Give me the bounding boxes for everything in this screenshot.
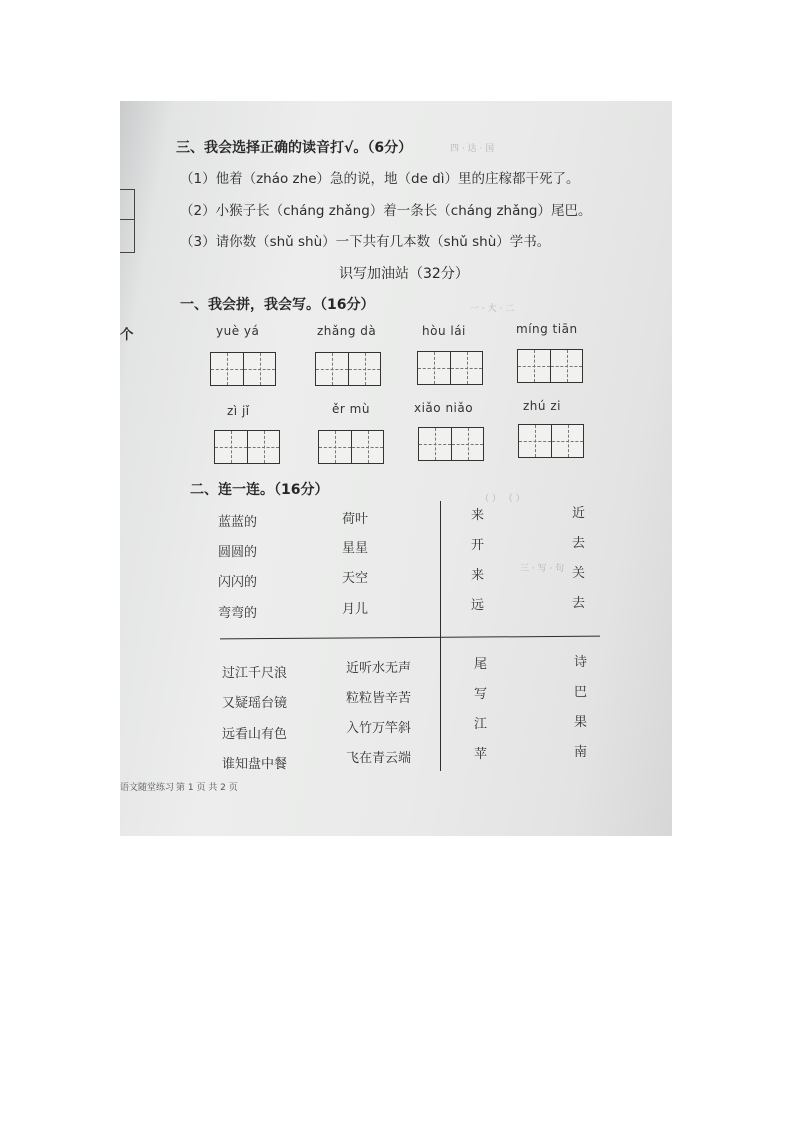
match-char[interactable]: 巴 xyxy=(574,685,588,700)
match-char[interactable]: 苹 xyxy=(474,747,488,762)
match-word[interactable]: 圆圆的 xyxy=(218,545,258,560)
match-word[interactable]: 天空 xyxy=(342,571,369,586)
exam-photo xyxy=(120,101,672,836)
pinyin-label: zhǎng dà xyxy=(317,324,377,338)
left-edge-divider xyxy=(120,219,134,220)
pinyin-label: xiǎo niǎo xyxy=(414,401,474,415)
matching-horizontal-divider xyxy=(220,636,600,640)
match-char[interactable]: 尾 xyxy=(474,657,488,672)
writing-grid[interactable] xyxy=(318,430,384,464)
match-poem-line[interactable]: 谁知盘中餐 xyxy=(222,757,288,772)
match-char[interactable]: 远 xyxy=(471,598,485,613)
left-edge-text: 个 xyxy=(120,327,134,343)
pinyin-label: zì jǐ xyxy=(227,404,250,418)
part-title: 识写加油站（32分） xyxy=(339,266,469,282)
writing-grid[interactable] xyxy=(517,349,583,383)
match-poem-line[interactable]: 又疑瑶台镜 xyxy=(222,696,288,711)
match-char[interactable]: 去 xyxy=(572,596,586,611)
writing-grid[interactable] xyxy=(315,352,381,386)
pinyin-label: míng tiān xyxy=(516,322,578,336)
writing-grid[interactable] xyxy=(518,424,584,458)
match-poem-line[interactable]: 入竹万竿斜 xyxy=(346,721,412,736)
match-char[interactable]: 开 xyxy=(471,538,485,553)
match-word[interactable]: 荷叶 xyxy=(342,512,369,527)
writing-grid[interactable] xyxy=(417,351,483,385)
match-word[interactable]: 月儿 xyxy=(342,602,369,617)
match-char[interactable]: 关 xyxy=(572,566,586,581)
pinyin-label: hòu lái xyxy=(422,324,466,338)
match-char[interactable]: 来 xyxy=(471,508,485,523)
match-word[interactable]: 弯弯的 xyxy=(218,606,258,621)
match-char[interactable]: 去 xyxy=(572,536,586,551)
pinyin-label: zhú zi xyxy=(523,399,561,413)
left-edge-box xyxy=(120,189,135,253)
pinyin-label: yuè yá xyxy=(216,324,260,338)
bleed-through-text: 三 · 写 · 句 xyxy=(520,564,565,574)
bleed-through-text: 一 · 大 · 二 xyxy=(470,304,515,314)
match-poem-line[interactable]: 远看山有色 xyxy=(222,727,288,742)
match-poem-line[interactable]: 近听水无声 xyxy=(346,661,412,676)
section3-item-3: （3）请你数（shǔ shù）一下共有几本数（shǔ shù）学书。 xyxy=(180,234,551,250)
match-char[interactable]: 诗 xyxy=(574,655,588,670)
match-word[interactable]: 蓝蓝的 xyxy=(218,515,258,530)
bleed-through-text: （ ） （ ） xyxy=(480,494,525,504)
match-word[interactable]: 闪闪的 xyxy=(218,575,258,590)
match-char[interactable]: 江 xyxy=(474,717,488,732)
writing-grid[interactable] xyxy=(418,427,484,461)
match-char[interactable]: 南 xyxy=(574,745,588,760)
section3-title: 三、我会选择正确的读音打√。（6分） xyxy=(176,140,413,156)
match-poem-line[interactable]: 过江千尺浪 xyxy=(222,666,288,681)
pinyin-label: ěr mù xyxy=(332,402,370,416)
footer-page-number: 第 1 页 共 2 页 xyxy=(176,783,238,793)
match-char[interactable]: 近 xyxy=(572,506,586,521)
match-char[interactable]: 来 xyxy=(471,568,485,583)
section3-item-2: （2）小猴子长（cháng zhǎng）着一条长（cháng zhǎng）尾巴。 xyxy=(180,203,592,219)
match-char[interactable]: 果 xyxy=(574,715,588,730)
match-char[interactable]: 写 xyxy=(474,687,488,702)
match-word[interactable]: 星星 xyxy=(342,541,369,556)
section3-item-1: （1）他着（zháo zhe）急的说，地（de dì）里的庄稼都干死了。 xyxy=(180,171,580,187)
bleed-through-text: 四 · 达 · 国 xyxy=(450,144,495,154)
match-poem-line[interactable]: 飞在青云端 xyxy=(346,751,412,766)
section1-title: 一、我会拼，我会写。（16分） xyxy=(180,297,375,313)
footer-left: 语文随堂练习 xyxy=(120,783,175,793)
match-poem-line[interactable]: 粒粒皆辛苦 xyxy=(346,691,412,706)
section2-title: 二、连一连。（16分） xyxy=(190,482,329,498)
writing-grid[interactable] xyxy=(210,352,276,386)
writing-grid[interactable] xyxy=(214,430,280,464)
